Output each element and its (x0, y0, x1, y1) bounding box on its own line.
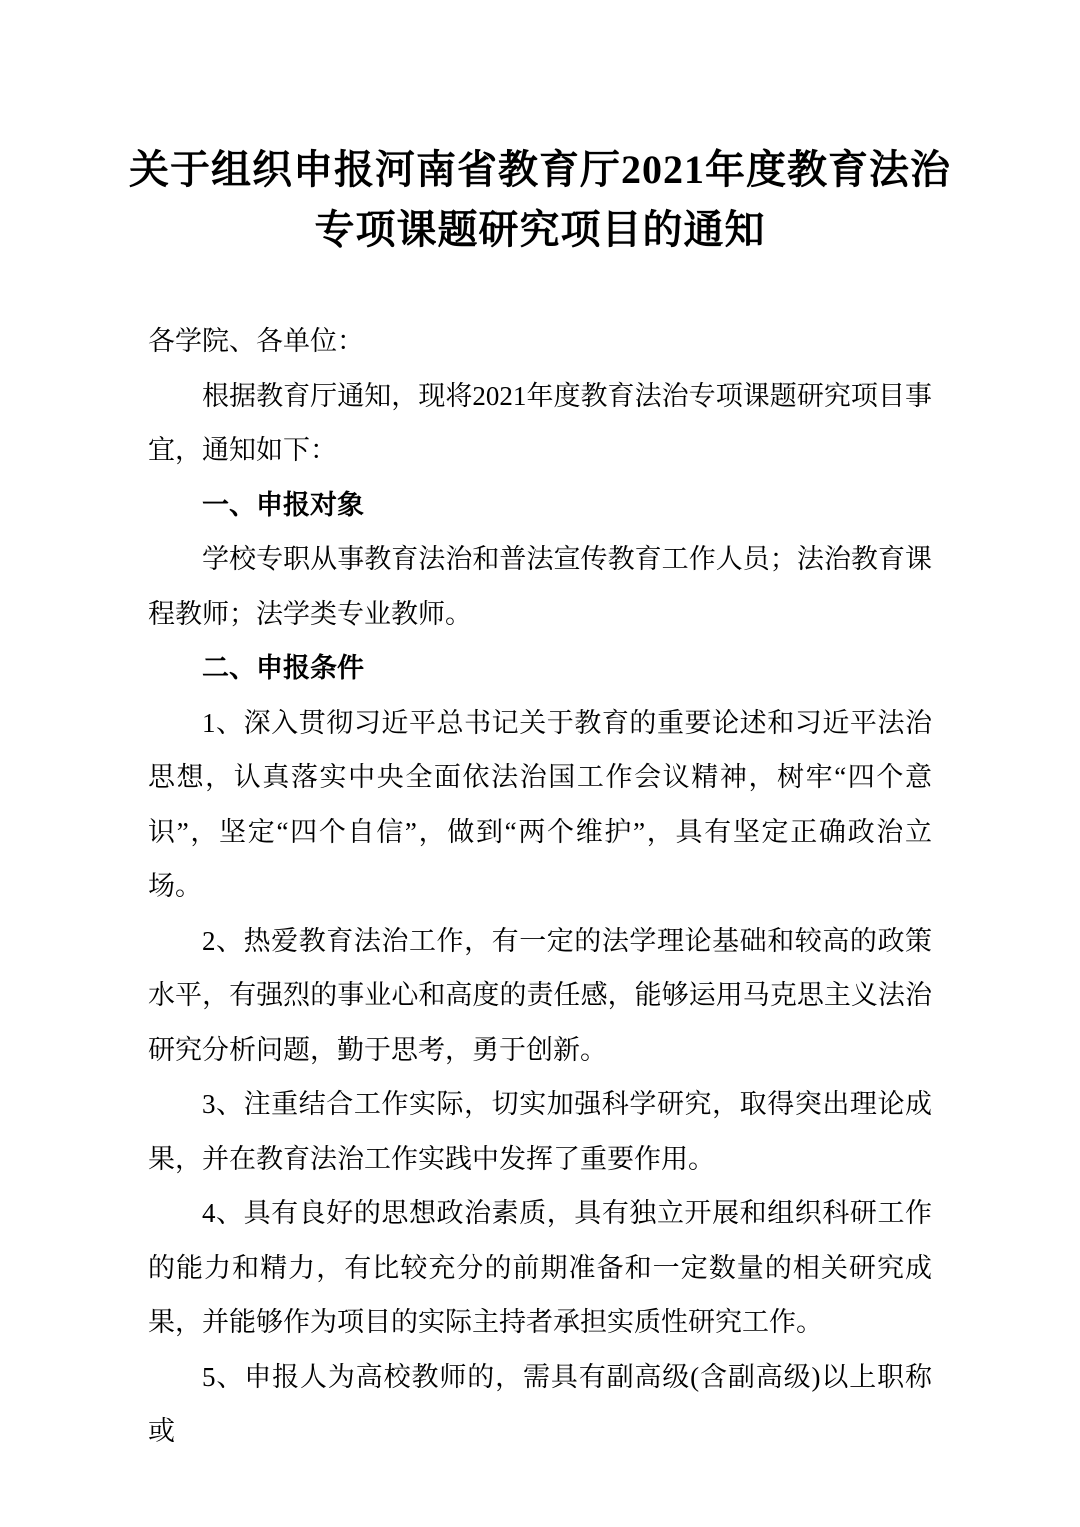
section-1-heading: 一、申报对象 (202, 489, 364, 520)
document-title: 关于组织申报河南省教育厅2021年度教育法治专项课题研究项目的通知 (129, 147, 951, 252)
section-2-item-5: 5、申报人为高校教师的，需具有副高级(含副高级)以上职称或 (148, 1361, 932, 1446)
section-2-item-4: 4、具有良好的思想政治素质，具有独立开展和组织科研工作的能力和精力，有比较充分的前期准备和一定数量的相关研究成果，并能够作为项目的实际主持者承担实质性研究工作。 (148, 1198, 932, 1337)
section-2-item-2: 2、热爱教育法治工作，有一定的法学理论基础和较高的政策水平，有强烈的事业心和高度的责任感，能够运用马克思主义法治研究分析问题，勤于思考，勇于创新。 (148, 925, 932, 1065)
salutation: 各学院、各单位： (148, 326, 364, 356)
section-2-heading: 二、申报条件 (202, 653, 364, 683)
section-1-paragraph: 学校专职从事教育法治和普法宣传教育工作人员；法治教育课程教师；法学类专业教师。 (148, 544, 932, 629)
intro-paragraph: 根据教育厅通知，现将2021年度教育法治专项课题研究项目事宜，通知如下： (148, 380, 932, 465)
section-2-item-1: 1、深入贯彻习近平总书记关于教育的重要论述和习近平法治思想，认真落实中央全面依法治国工作会议精神，树牢“四个意识”，坚定“四个自信”，做到“两个维护”，具有坚定正确政治立场。 (148, 707, 932, 901)
document-body (148, 314, 932, 1459)
section-2-item-3: 3、注重结合工作实际，切实加强科学研究，取得突出理论成果，并在教育法治工作实践中发挥了重要作用。 (148, 1089, 932, 1174)
